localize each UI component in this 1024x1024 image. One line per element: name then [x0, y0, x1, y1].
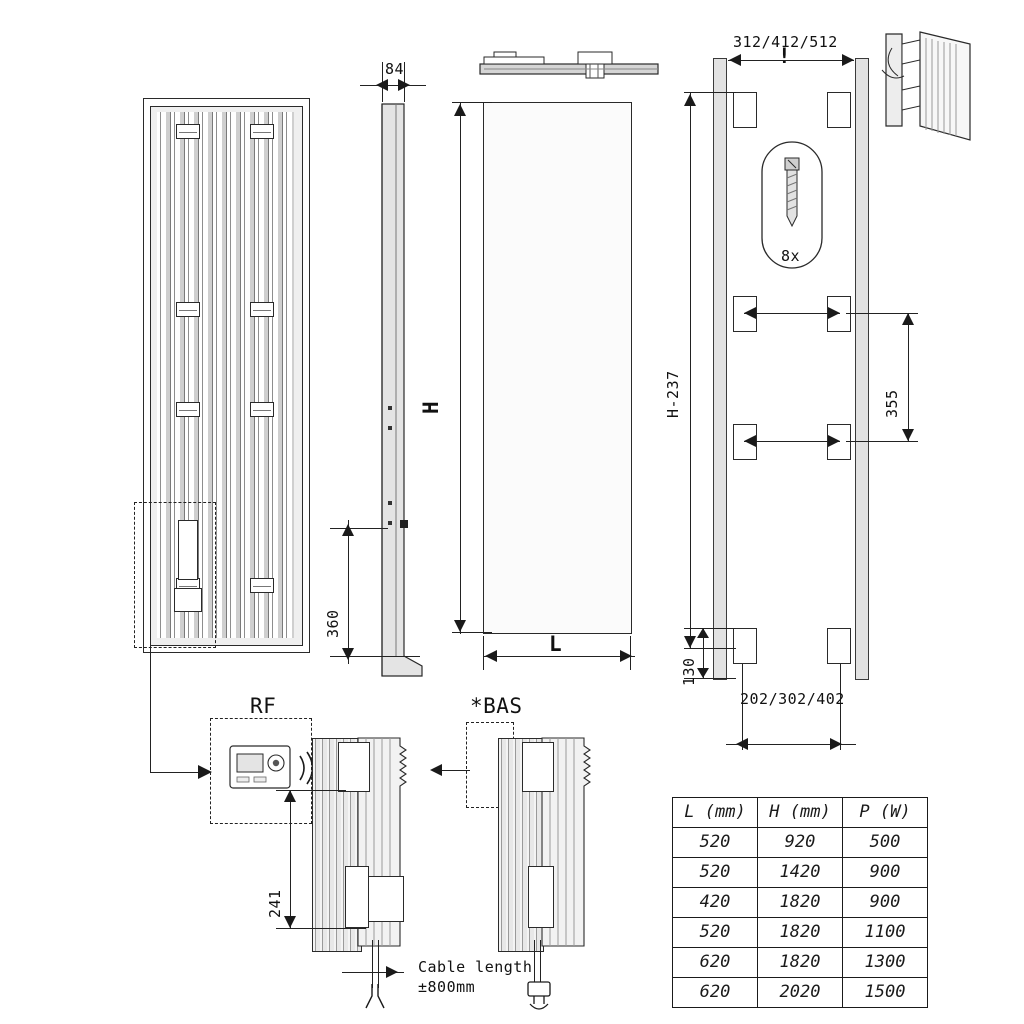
dim-top-width-label: 312/412/512 — [733, 33, 838, 51]
dim-H237-arrow-top — [684, 94, 696, 106]
cell-power: 900 — [843, 858, 928, 888]
dim-L-arrow-right — [620, 650, 632, 662]
rf-controller-block — [338, 742, 370, 792]
dim-top-width-arrow-right — [842, 54, 854, 66]
dim-355-label: 355 — [883, 389, 901, 418]
specification-table — [672, 797, 928, 1008]
cell-power: 1500 — [843, 978, 928, 1008]
dim-bottom-width-label: 202/302/402 — [740, 690, 845, 708]
dim-H-line — [460, 102, 461, 634]
bracket-front-5 — [176, 402, 200, 417]
dim-130-label: 130 — [680, 657, 698, 686]
cell-length: 520 — [673, 858, 758, 888]
wall-rail-right — [855, 58, 869, 680]
dim-L-line — [483, 656, 635, 657]
cell-power: 900 — [843, 888, 928, 918]
dim-84-line — [360, 85, 426, 86]
bracket-front-4 — [250, 302, 274, 317]
cable-length-label-line2: ±800mm — [418, 978, 476, 996]
rf-cable-line-b — [378, 940, 379, 988]
top-section-outline — [470, 30, 670, 80]
rf-terminal-block — [368, 876, 404, 922]
table-row — [673, 918, 928, 948]
bas-cable-line-b — [540, 940, 541, 982]
table-header-height: H (mm) — [758, 798, 843, 828]
screw-quantity-label: 8x — [781, 247, 801, 265]
dim-H-arrow-top — [454, 104, 466, 116]
bas-cable-line-a — [534, 940, 535, 982]
dim-84-arrow-right — [398, 79, 410, 91]
cell-height: 920 — [758, 828, 843, 858]
dim-130-arrow-top — [697, 628, 709, 638]
dim-H237-ext-top — [684, 92, 736, 93]
cell-length: 620 — [673, 978, 758, 1008]
cell-power: 1300 — [843, 948, 928, 978]
rf-label: RF — [250, 694, 277, 718]
callout-leader-vertical — [150, 646, 151, 772]
table-row — [673, 978, 928, 1008]
dim-241-label: 241 — [266, 889, 284, 918]
dim-inner-row2-line — [744, 441, 840, 442]
table-row — [673, 948, 928, 978]
dim-H237-ext-bottom — [684, 648, 736, 649]
dim-360-arrow-bottom — [342, 648, 354, 660]
dim-L-label: L — [549, 632, 563, 656]
dim-130-ext-top — [684, 628, 736, 629]
elevation-panel — [483, 102, 632, 634]
table-row — [673, 828, 928, 858]
dim-355-arrow-bottom — [902, 429, 914, 441]
dim-top-width-line — [728, 60, 854, 61]
callout-leader-horizontal — [150, 772, 204, 773]
wall-mount-icon — [874, 30, 994, 148]
dim-inner-row1-line — [744, 313, 840, 314]
bracket-front-6 — [250, 402, 274, 417]
table-row — [673, 858, 928, 888]
wall-bracket-8 — [827, 628, 851, 664]
side-profile-outline — [374, 96, 434, 686]
dim-H237-arrow-bottom — [684, 636, 696, 648]
wall-bracket-7 — [733, 628, 757, 664]
warning-exclamation-label: ! — [778, 44, 792, 68]
dim-241-ext-bottom — [276, 928, 366, 929]
rf-cable-line-a — [372, 940, 373, 988]
bracket-front-3 — [176, 302, 200, 317]
wall-rail-left — [713, 58, 727, 680]
rf-remote-icon — [228, 744, 294, 792]
cell-height: 1420 — [758, 858, 843, 888]
bas-leader-arrow — [430, 764, 442, 776]
dim-130-arrow-bottom — [697, 668, 709, 678]
cell-length: 620 — [673, 948, 758, 978]
bas-internal-module — [528, 866, 554, 928]
table-header-row — [673, 798, 928, 828]
dim-360-arrow-top — [342, 524, 354, 536]
dim-H237-line — [690, 92, 691, 648]
bracket-front-2 — [250, 124, 274, 139]
cable-length-label-line1: Cable length — [418, 958, 533, 976]
table-header-power: P (W) — [843, 798, 928, 828]
cell-power: 500 — [843, 828, 928, 858]
bracket-front-1 — [176, 124, 200, 139]
dim-H-label: H — [419, 400, 443, 414]
cell-height: 1820 — [758, 888, 843, 918]
power-plug-icon — [520, 978, 560, 1012]
dim-84-arrow-left — [376, 79, 388, 91]
dim-top-width-arrow-left — [729, 54, 741, 66]
dim-L-ext-left — [483, 636, 484, 670]
cable-length-arrow — [386, 966, 398, 978]
dim-360-ext-top — [330, 528, 388, 529]
dim-inner-row2-arrow-left — [744, 435, 756, 447]
bas-leader-line — [440, 770, 470, 771]
dim-241-line — [290, 790, 291, 928]
dim-H-ext-top — [452, 102, 492, 103]
cell-length: 520 — [673, 828, 758, 858]
dim-L-arrow-left — [485, 650, 497, 662]
wall-bracket-1 — [733, 92, 757, 128]
bas-controller-block — [522, 742, 554, 792]
bas-label: *BAS — [470, 694, 523, 718]
dim-241-arrow-bottom — [284, 916, 296, 928]
cell-height: 1820 — [758, 948, 843, 978]
table-row — [673, 888, 928, 918]
rf-internal-module — [345, 866, 369, 928]
cell-power: 1100 — [843, 918, 928, 948]
dim-H-ext-bottom — [452, 632, 492, 633]
dim-355-line — [908, 313, 909, 441]
dim-355-arrow-top — [902, 313, 914, 325]
dim-inner-row1-arrow-right — [828, 307, 840, 319]
dim-360-line — [348, 520, 349, 664]
cell-length: 420 — [673, 888, 758, 918]
cell-length: 520 — [673, 918, 758, 948]
detail-callout-box — [134, 502, 216, 648]
dim-355-ext-bottom — [846, 441, 918, 442]
table-header-length: L (mm) — [673, 798, 758, 828]
dim-bottom-width-arrow-left — [736, 738, 748, 750]
dim-H-arrow-bottom — [454, 620, 466, 632]
cell-height: 2020 — [758, 978, 843, 1008]
dim-84-label: 84 — [385, 60, 405, 78]
dim-H237-label: H-237 — [664, 370, 682, 418]
dim-241-arrow-top — [284, 790, 296, 802]
dim-bottom-width-arrow-right — [830, 738, 842, 750]
cell-height: 1820 — [758, 918, 843, 948]
bracket-front-8 — [250, 578, 274, 593]
dim-inner-row1-arrow-left — [744, 307, 756, 319]
dim-inner-row2-arrow-right — [828, 435, 840, 447]
rf-cable-end-icon — [362, 984, 394, 1012]
wall-bracket-2 — [827, 92, 851, 128]
dim-360-label: 360 — [324, 609, 342, 638]
